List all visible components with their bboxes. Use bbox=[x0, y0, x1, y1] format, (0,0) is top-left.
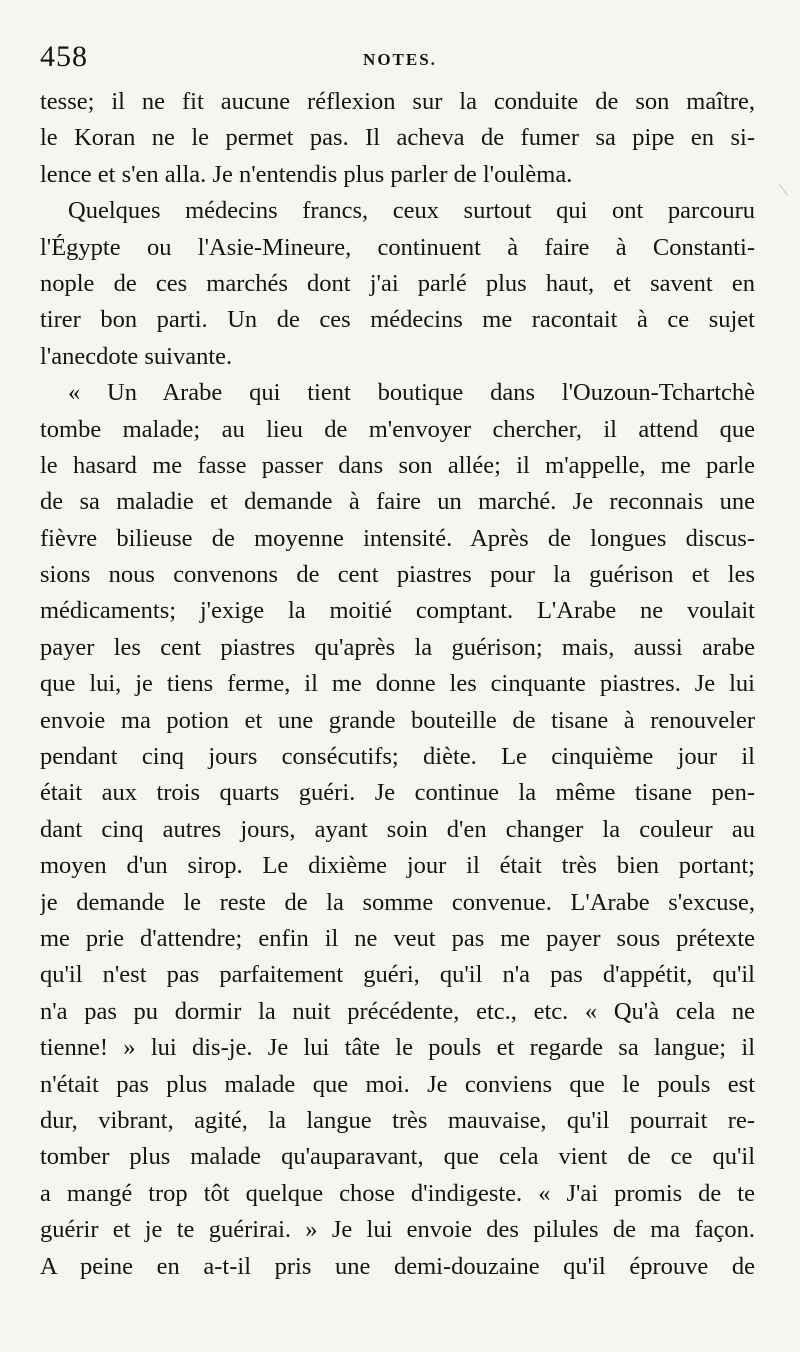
text-line: de sa maladie et demande à faire un marché. Je reconnais une bbox=[40, 488, 755, 516]
text-line: A peine en a-t-il pris une demi-douzaine qu'il éprouve de bbox=[40, 1252, 755, 1280]
text-line: Quelques médecins francs, ceux surtout qui ont parcouru bbox=[68, 197, 755, 225]
text-line: l'Égypte ou l'Asie-Mineure, continuent à faire à Constanti- bbox=[40, 233, 755, 261]
text-line: je demande le reste de la somme convenue. L'Arabe s'excuse, bbox=[40, 888, 755, 916]
text-line: nople de ces marchés dont j'ai parlé plus haut, et savent en bbox=[40, 269, 755, 297]
text-line: moyen d'un sirop. Le dixième jour il était très bien portant; bbox=[40, 852, 755, 880]
text-line: guérir et je te guérirai. » Je lui envoie des pilules de ma façon. bbox=[40, 1216, 755, 1244]
body-text bbox=[40, 84, 755, 1285]
text-line: tirer bon parti. Un de ces médecins me racontait à ce sujet bbox=[40, 306, 755, 334]
text-line: a mangé trop tôt quelque chose d'indigeste. « J'ai promis de te bbox=[40, 1179, 755, 1207]
text-line: me prie d'attendre; enfin il ne veut pas me payer sous prétexte bbox=[40, 924, 755, 952]
text-line: tomber plus malade qu'auparavant, que cela vient de ce qu'il bbox=[40, 1143, 755, 1171]
text-line: fièvre bilieuse de moyenne intensité. Après de longues discus- bbox=[40, 524, 755, 552]
text-line: tienne! » lui dis-je. Je lui tâte le pouls et regarde sa langue; il bbox=[40, 1034, 755, 1062]
text-line: payer les cent piastres qu'après la guérison; mais, aussi arabe bbox=[40, 633, 755, 661]
text-line: était aux trois quarts guéri. Je continue la même tisane pen- bbox=[40, 779, 755, 807]
text-line: le Koran ne le permet pas. Il acheva de fumer sa pipe en si- bbox=[40, 124, 755, 152]
text-line: tombe malade; au lieu de m'envoyer chercher, il attend que bbox=[40, 415, 755, 443]
text-line: que lui, je tiens ferme, il me donne les cinquante piastres. Je lui bbox=[40, 670, 755, 698]
page-number: 458 bbox=[40, 40, 88, 73]
page-header bbox=[40, 40, 760, 80]
text-line: « Un Arabe qui tient boutique dans l'Ouzoun-Tchartchè bbox=[68, 379, 755, 407]
text-line: dant cinq autres jours, ayant soin d'en changer la couleur au bbox=[40, 815, 755, 843]
text-line: dur, vibrant, agité, la langue très mauvaise, qu'il pourrait re- bbox=[40, 1106, 755, 1134]
text-line: n'a pas pu dormir la nuit précédente, etc., etc. « Qu'à cela ne bbox=[40, 997, 755, 1025]
text-line: sions nous convenons de cent piastres pour la guérison et les bbox=[40, 561, 755, 589]
text-line: n'était pas plus malade que moi. Je conviens que le pouls est bbox=[40, 1070, 755, 1098]
text-line: pendant cinq jours consécutifs; diète. Le cinquième jour il bbox=[40, 743, 755, 771]
margin-mark bbox=[779, 178, 796, 196]
text-line: tesse; il ne fit aucune réflexion sur la conduite de son maître, bbox=[40, 88, 755, 115]
text-line: médicaments; j'exige la moitié comptant. L'Arabe ne voulait bbox=[40, 597, 755, 625]
text-line: le hasard me fasse passer dans son allée; il m'appelle, me parle bbox=[40, 451, 755, 479]
text-line: l'anecdote suivante. bbox=[40, 342, 233, 370]
text-line: envoie ma potion et une grande bouteille de tisane à renouveler bbox=[40, 706, 755, 734]
running-head: NOTES. bbox=[363, 50, 437, 69]
text-line: qu'il n'est pas parfaitement guéri, qu'il n'a pas d'appétit, qu'il bbox=[40, 961, 755, 989]
text-line: lence et s'en alla. Je n'entendis plus parler de l'oulèma. bbox=[40, 160, 573, 188]
